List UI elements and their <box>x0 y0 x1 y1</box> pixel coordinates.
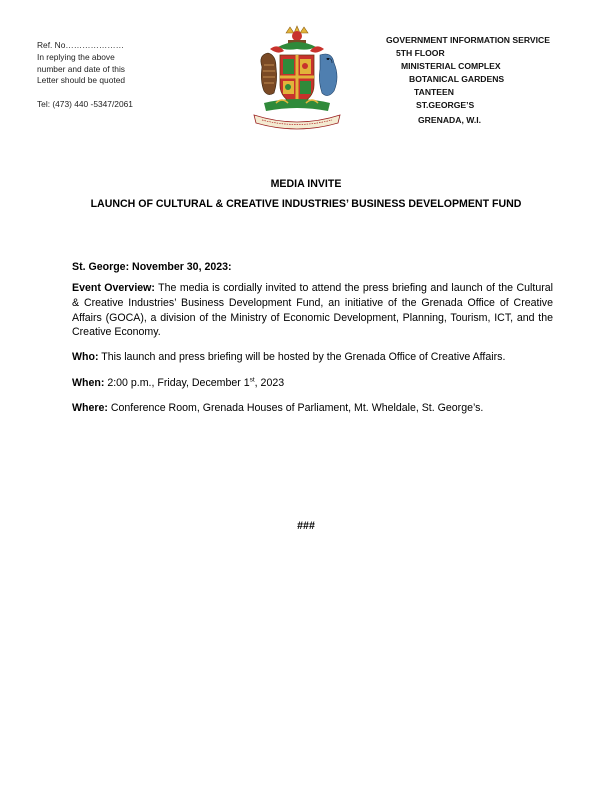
overview-text: The media is cordially invited to attend the press briefing and launch of the Cultural & Creative Industries’ Business Development Fund, an initiative of the Grenada Office of Creative Affairs (GOCA), a division of the Ministry of Economic Development, Planning, Tourism, ICT, and the Creative Economy. <box>72 282 553 339</box>
ref-number-line: Ref. No………………… <box>37 40 125 50</box>
telephone-line: Tel: (473) 440 -5347/2061 <box>37 99 133 110</box>
office-floor: 5TH FLOOR <box>396 48 445 58</box>
office-name: GOVERNMENT INFORMATION SERVICE <box>386 35 550 45</box>
reference-block <box>37 40 133 111</box>
ref-instruction-line-3: Letter should be quoted <box>37 75 126 86</box>
when-year: , 2023 <box>254 377 285 389</box>
office-country: GRENADA, W.I. <box>418 115 482 125</box>
who-paragraph <box>72 350 553 365</box>
when-date-suffix: st <box>249 376 255 384</box>
where-text: Conference Room, Grenada Houses of Parliament, Mt. Wheldale, St. George’s. <box>107 402 484 414</box>
subheading: LAUNCH OF CULTURAL & CREATIVE INDUSTRIES’ BUSINESS DEVELOPMENT FUND <box>90 198 522 210</box>
coat-of-arms-icon <box>248 25 346 135</box>
office-area: BOTANICAL GARDENS <box>409 74 505 84</box>
where-paragraph <box>72 401 553 416</box>
who-text: This launch and press briefing will be hosted by the Grenada Office of Creative Affairs. <box>98 351 506 363</box>
office-town: ST.GEORGE’S <box>416 100 475 110</box>
overview-label: Event Overview: <box>72 282 155 294</box>
office-district: TANTEEN <box>414 87 454 97</box>
where-label: Where: <box>72 402 108 414</box>
when-text: 2:00 p.m., Friday, December 1 <box>104 377 250 389</box>
when-paragraph <box>72 376 553 391</box>
office-building: MINISTERIAL COMPLEX <box>401 61 501 71</box>
overview-paragraph <box>72 281 553 340</box>
heading: MEDIA INVITE <box>270 178 342 190</box>
when-label: When: <box>72 377 105 389</box>
ref-instruction-line-1: In replying the above <box>37 51 115 62</box>
who-label: Who: <box>72 351 99 363</box>
dateline-text: St. George: November 30, 2023: <box>72 261 232 273</box>
ref-instruction-line-2: number and date of this <box>37 63 125 74</box>
end-mark: ### <box>297 520 315 532</box>
dateline <box>72 260 553 275</box>
